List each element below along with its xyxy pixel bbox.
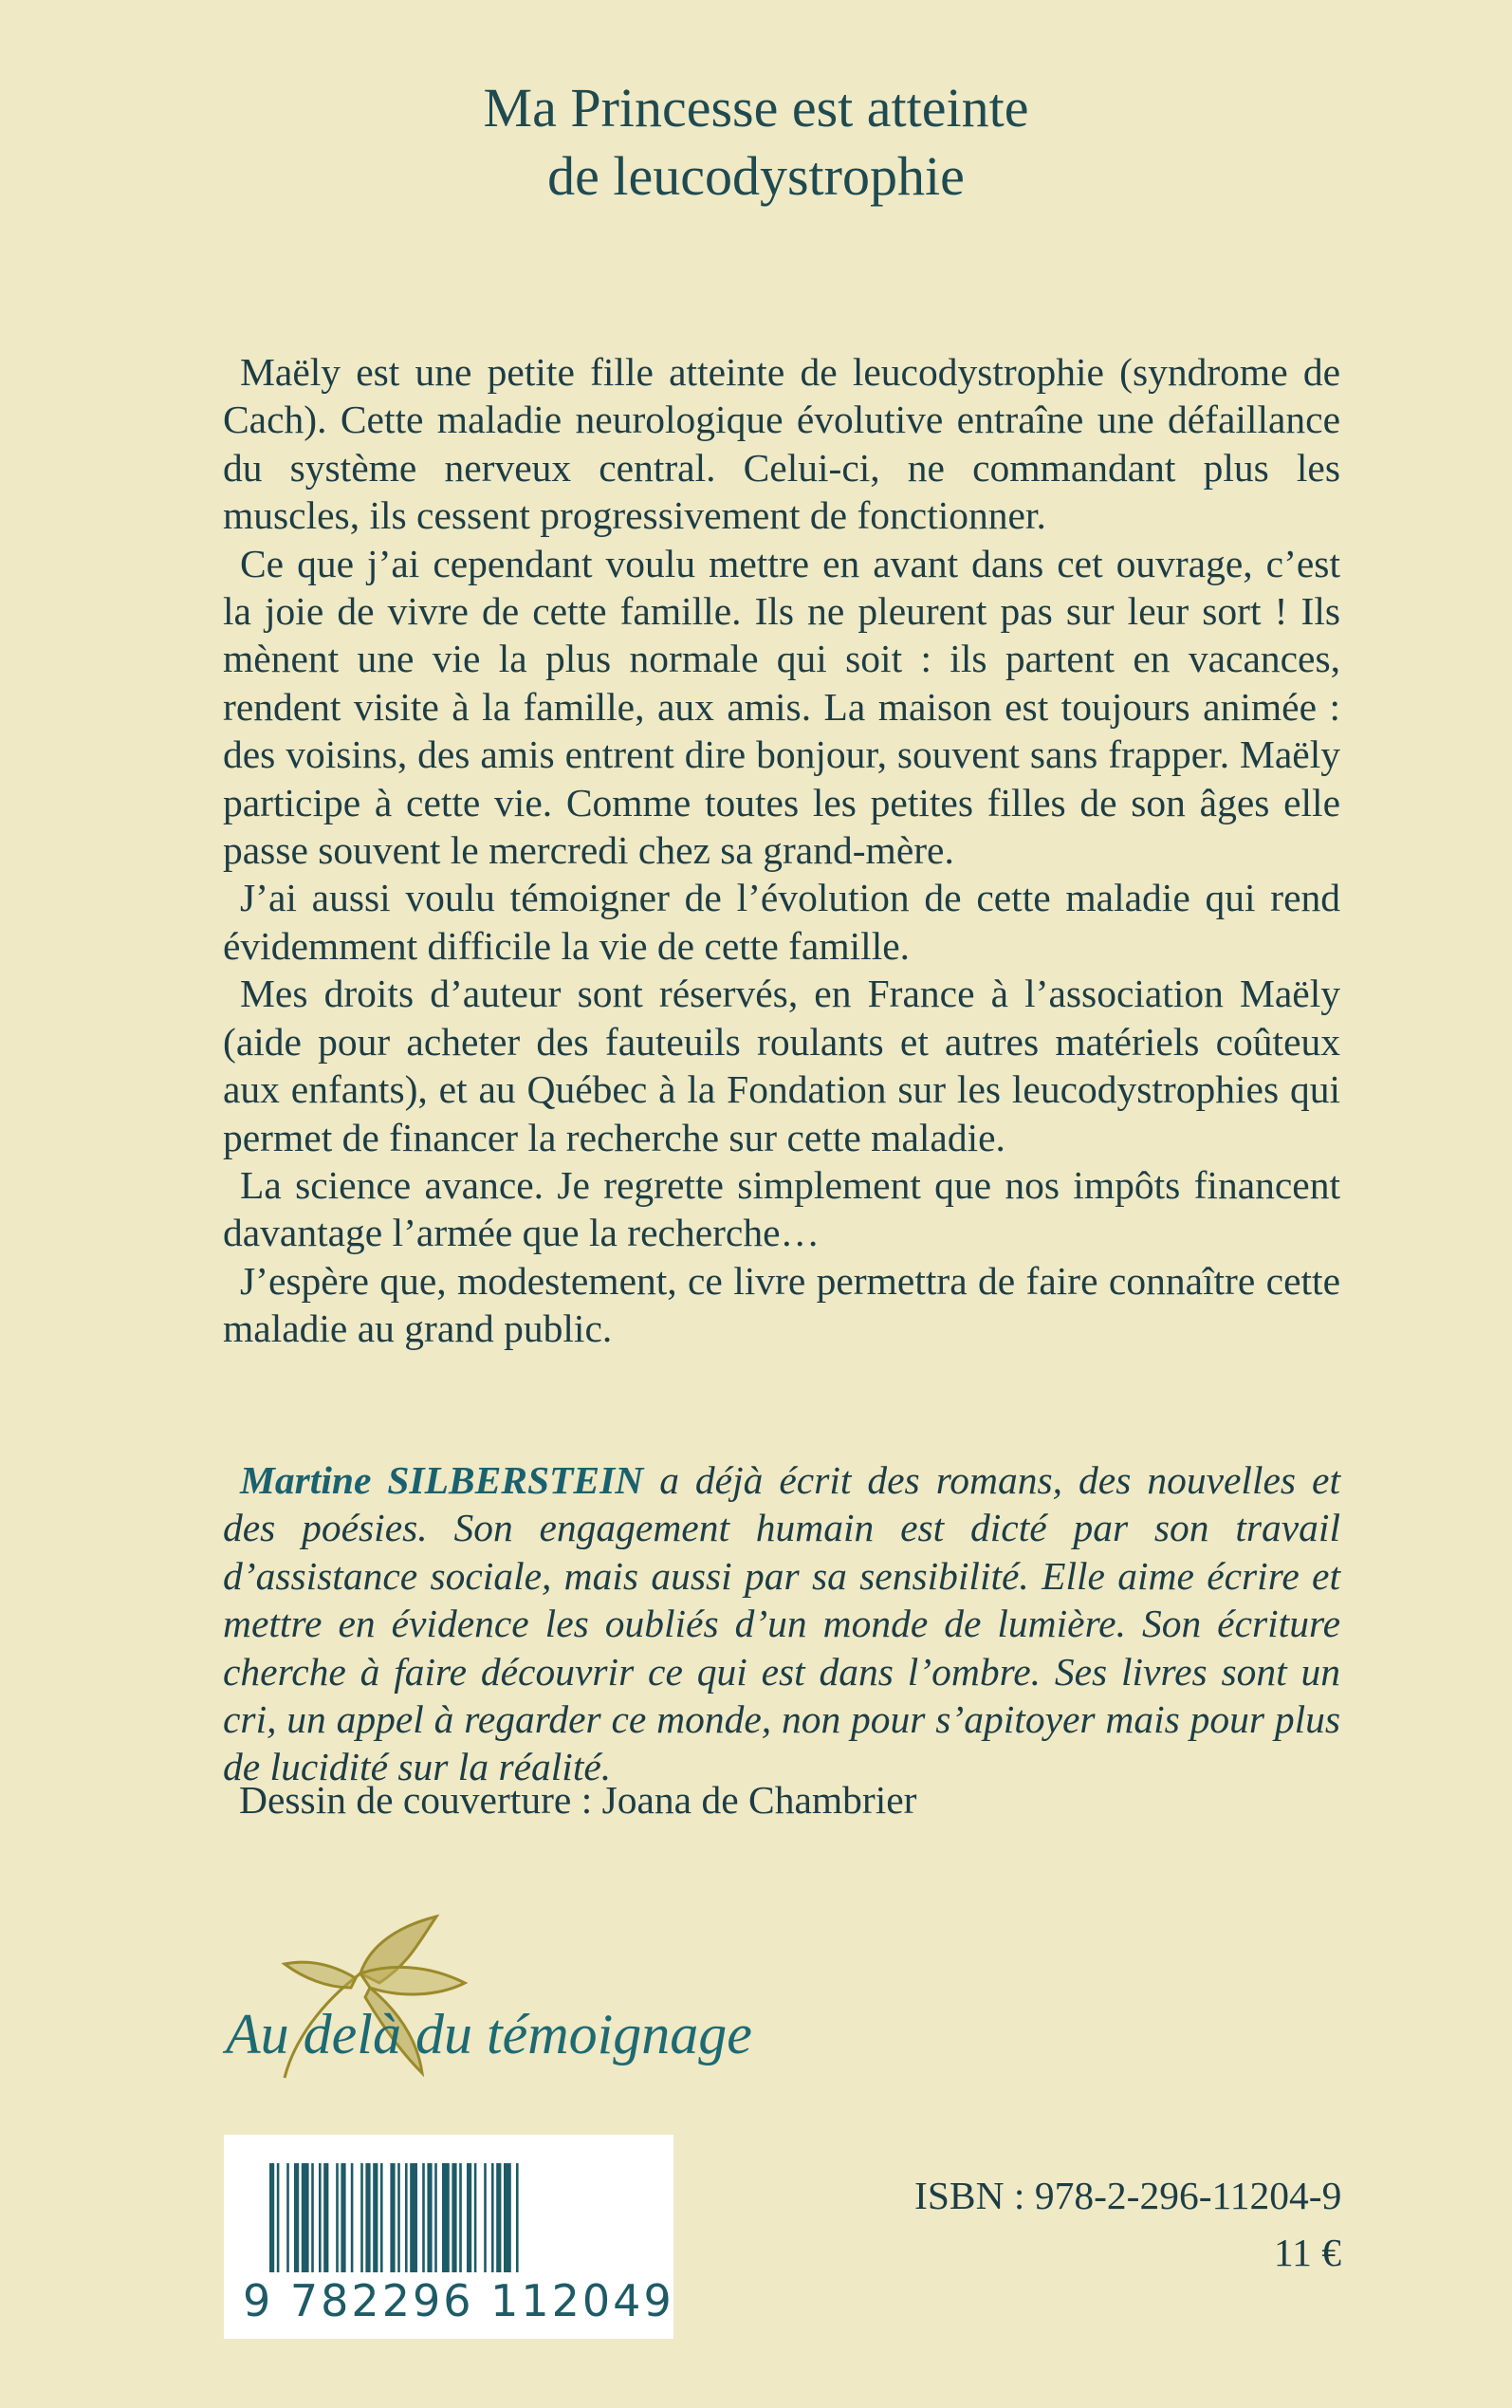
cover-credit: Dessin de couverture : Joana de Chambrier (239, 1778, 917, 1822)
barcode-bar (302, 2163, 309, 2272)
barcode-bar (422, 2163, 425, 2272)
barcode-bar (351, 2163, 354, 2272)
barcode-bar (360, 2163, 363, 2272)
barcode-digits: 9 782296 112049 (243, 2275, 674, 2326)
barcode-bar (319, 2163, 322, 2272)
barcode-bar (341, 2163, 345, 2272)
synopsis-paragraph: La science avance. Je regrette simplement que nos impôts financent davantage l’armée que la recherche… (223, 1162, 1340, 1255)
synopsis-paragraph: J’espère que, modestement, ce livre permettra de faire connaître cette maladie au grand public. (223, 1258, 1340, 1351)
author-name: Martine SILBERSTEIN (240, 1458, 644, 1502)
barcode-bar (373, 2163, 378, 2272)
barcode-bar (504, 2163, 511, 2272)
author-bio (223, 1456, 1340, 1791)
synopsis-paragraph: Maëly est une petite fille atteinte de leucodystrophie (syndrome de Cach). Cette maladie neurologique évolutive entraîne une défaillance du système nerveux central. Celui-ci, ne commandant plus les muscles, ils cessent progressivement de fonctionner. (223, 350, 1340, 538)
isbn: ISBN : 978-2-296-11204-9 (914, 2174, 1342, 2217)
author-bio-paragraph (223, 1456, 1340, 1791)
barcode-bar (491, 2163, 494, 2272)
barcode (224, 2135, 673, 2339)
barcode-bar (269, 2163, 274, 2272)
synopsis-paragraph: Ce que j’ai cependant voulu mettre en avant dans cet ouvrage, c’est la joie de vivre de cette famille. Ils ne pleurent pas sur leur sort ! Ils mènent une vie la plus normale qui soit : ils partent en vacances, rendent visite à la famille, aux amis. La maison est toujours animée : des voisins, des amis entrent dire bonjour, souvent sans frapper. Maëly participe à cette vie. Comme toutes les petites filles de son âges elle passe souvent le mercredi chez sa grand-mère. (223, 541, 1340, 873)
barcode-bar (467, 2163, 471, 2272)
barcode-bar (323, 2163, 328, 2272)
barcode-bar (311, 2163, 314, 2272)
barcode-bar (294, 2163, 299, 2272)
barcode-bar (365, 2163, 370, 2272)
barcode-bar (427, 2163, 432, 2272)
barcode-bar (336, 2163, 339, 2272)
barcode-bar (397, 2163, 400, 2272)
barcode-bar (380, 2163, 383, 2272)
barcode-bar (286, 2163, 289, 2272)
synopsis-paragraph: J’ai aussi voulu témoigner de l’évolution de cette maladie qui rend évidemment difficile la vie de cette famille. (223, 876, 1340, 968)
barcode-bar (442, 2163, 450, 2272)
barcode-bar (484, 2163, 487, 2272)
barcode-bar (390, 2163, 395, 2272)
barcode-bar (405, 2163, 408, 2272)
barcode-bar (434, 2163, 437, 2272)
book-title-line-1: Ma Princesse est atteinte (483, 77, 1029, 139)
book-title (0, 74, 1512, 211)
book-title-line-2: de leucodystrophie (547, 145, 965, 207)
synopsis (223, 348, 1340, 1353)
barcode-bar (277, 2163, 280, 2272)
barcode-bar (452, 2163, 456, 2272)
barcode-bar (496, 2163, 501, 2272)
series-name: Au delà du témoignage (226, 2003, 752, 2065)
author-bio-text: a déjà écrit des romans, des nouvelles et des poésies. Son engagement humain est dicté par son travail d’assistance sociale, mais aussi par sa sensibilité. Elle aime écrire et mettre en évidence les oubliés d’un monde de lumière. Son écriture cherche à faire découvrir ce qui est dans l’ombre. Ses livres sont un cri, un appel à regarder ce monde, non pour s’apitoyer mais pour plus de lucidité sur la réalité. (223, 1458, 1340, 1789)
barcode-bars (269, 2163, 630, 2272)
price: 11 € (1273, 2231, 1341, 2274)
synopsis-paragraph: Mes droits d’auteur sont réservés, en France à l’association Maëly (aide pour acheter des fauteuils roulants et autres matériels coûteux aux enfants), et au Québec à la Fondation sur les leucodystrophies qui permet de financer la recherche sur cette maladie. (223, 972, 1340, 1159)
barcode-bar (410, 2163, 417, 2272)
barcode-bar (459, 2163, 462, 2272)
barcode-bar (516, 2163, 519, 2272)
barcode-bar (474, 2163, 477, 2272)
